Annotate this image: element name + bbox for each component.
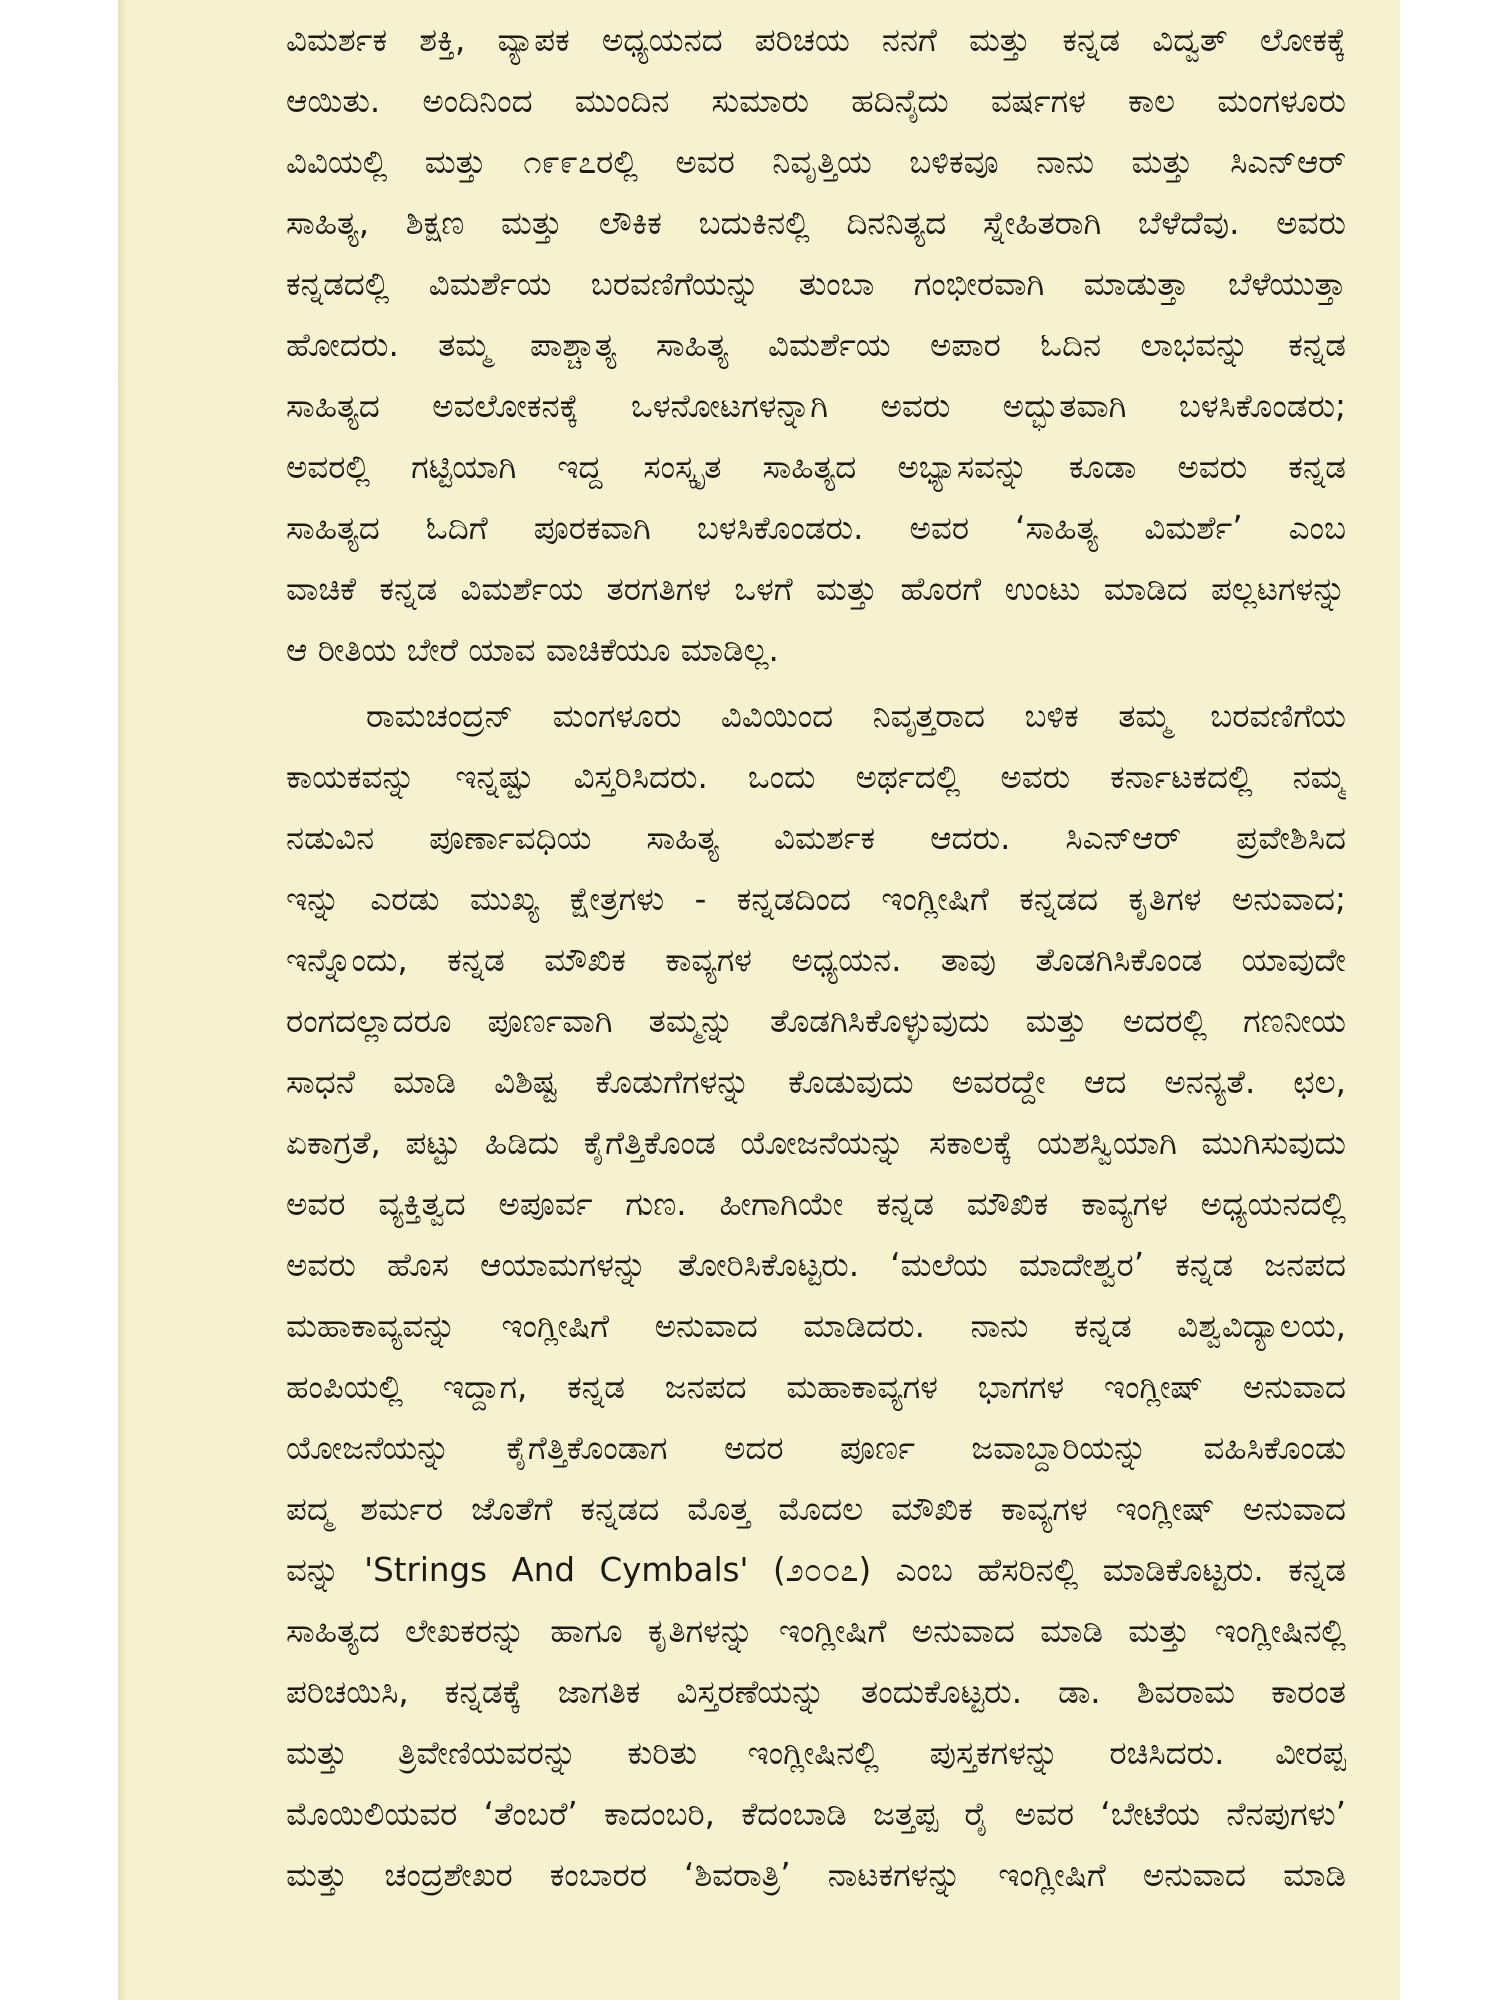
text-line: ಆಯಿತು. ಅಂದಿನಿಂದ ಮುಂದಿನ ಸುಮಾರು ಹದಿನೈದು ವರ್ಷಗಳ ಕಾಲ ಮಂಗಳೂರು [286, 82, 1346, 120]
text-line: ಸಾಹಿತ್ಯದ ಲೇಖಕರನ್ನು ಹಾಗೂ ಕೃತಿಗಳನ್ನು ಇಂಗ್ಲೀಷಿಗೆ ಅನುವಾದ ಮಾಡಿ ಮತ್ತು ಇಂಗ್ಲೀಷಿನಲ್ಲಿ [286, 1612, 1346, 1650]
text-line: ಮತ್ತು ಚಂದ್ರಶೇಖರ ಕಂಬಾರರ ‘ಶಿವರಾತ್ರಿ’ ನಾಟಕಗಳನ್ನು ಇಂಗ್ಲೀಷಿಗೆ ಅನುವಾದ ಮಾಡಿ [286, 1856, 1346, 1894]
text-line: ಸಾಧನೆ ಮಾಡಿ ವಿಶಿಷ್ಟ ಕೊಡುಗೆಗಳನ್ನು ಕೊಡುವುದು ಅವರದ್ದೇ ಆದ ಅನನ್ಯತೆ. ಛಲ, [286, 1063, 1346, 1101]
text-line: ಅವರಲ್ಲಿ ಗಟ್ಟಿಯಾಗಿ ಇದ್ದ ಸಂಸ್ಕೃತ ಸಾಹಿತ್ಯದ ಅಭ್ಯಾಸವನ್ನು ಕೂಡಾ ಅವರು ಕನ್ನಡ [286, 448, 1346, 486]
text-line: ಪರಿಚಯಿಸಿ, ಕನ್ನಡಕ್ಕೆ ಜಾಗತಿಕ ವಿಸ್ತರಣೆಯನ್ನು ತಂದುಕೊಟ್ಟರು. ಡಾ. ಶಿವರಾಮ ಕಾರಂತ [286, 1673, 1346, 1711]
text-line: ವಿಮರ್ಶಕ ಶಕ್ತಿ, ವ್ಯಾಪಕ ಅಧ್ಯಯನದ ಪರಿಚಯ ನನಗೆ ಮತ್ತು ಕನ್ನಡ ವಿದ್ವತ್ ಲೋಕಕ್ಕೆ [286, 21, 1346, 59]
text-line: ಮೊಯಿಲಿಯವರ ‘ತೆಂಬರೆ’ ಕಾದಂಬರಿ, ಕೆದಂಬಾಡಿ ಜತ್ತಪ್ಪ ರೈ ಅವರ ‘ಬೇಟೆಯ ನೆನಪುಗಳು’ [286, 1795, 1346, 1833]
text-line: ಇನ್ನೊಂದು, ಕನ್ನಡ ಮೌಖಿಕ ಕಾವ್ಯಗಳ ಅಧ್ಯಯನ. ತಾವು ತೊಡಗಿಸಿಕೊಂಡ ಯಾವುದೇ [286, 941, 1346, 979]
text-line: ಸಾಹಿತ್ಯ, ಶಿಕ್ಷಣ ಮತ್ತು ಲೌಕಿಕ ಬದುಕಿನಲ್ಲಿ ದಿನನಿತ್ಯದ ಸ್ನೇಹಿತರಾಗಿ ಬೆಳೆದೆವು. ಅವರು [286, 204, 1346, 242]
text-line: ಆ ರೀತಿಯ ಬೇರೆ ಯಾವ ವಾಚಿಕೆಯೂ ಮಾಡಿಲ್ಲ. [286, 631, 779, 669]
text-line: ರಾಮಚಂದ್ರನ್ ಮಂಗಳೂರು ವಿವಿಯಿಂದ ನಿವೃತ್ತರಾದ ಬಳಿಕ ತಮ್ಮ ಬರವಣಿಗೆಯ [366, 697, 1346, 735]
text-line: ಮಹಾಕಾವ್ಯವನ್ನು ಇಂಗ್ಲೀಷಿಗೆ ಅನುವಾದ ಮಾಡಿದರು. ನಾನು ಕನ್ನಡ ವಿಶ್ವವಿದ್ಯಾಲಯ, [286, 1307, 1346, 1345]
text-line: ಹೋದರು. ತಮ್ಮ ಪಾಶ್ಚಾತ್ಯ ಸಾಹಿತ್ಯ ವಿಮರ್ಶೆಯ ಅಪಾರ ಓದಿನ ಲಾಭವನ್ನು ಕನ್ನಡ [286, 326, 1346, 364]
text-line: ರಂಗದಲ್ಲಾದರೂ ಪೂರ್ಣವಾಗಿ ತಮ್ಮನ್ನು ತೊಡಗಿಸಿಕೊಳ್ಳುವುದು ಮತ್ತು ಅದರಲ್ಲಿ ಗಣನೀಯ [286, 1002, 1346, 1040]
text-line: ಯೋಜನೆಯನ್ನು ಕೈಗೆತ್ತಿಕೊಂಡಾಗ ಅದರ ಪೂರ್ಣ ಜವಾಬ್ದಾರಿಯನ್ನು ವಹಿಸಿಕೊಂಡು [286, 1429, 1346, 1467]
text-line: ಕನ್ನಡದಲ್ಲಿ ವಿಮರ್ಶೆಯ ಬರವಣಿಗೆಯನ್ನು ತುಂಬಾ ಗಂಭೀರವಾಗಿ ಮಾಡುತ್ತಾ ಬೆಳೆಯುತ್ತಾ [286, 265, 1346, 303]
text-line: ನಡುವಿನ ಪೂರ್ಣಾವಧಿಯ ಸಾಹಿತ್ಯ ವಿಮರ್ಶಕ ಆದರು. ಸಿಎನ್‌ಆರ್ ಪ್ರವೇಶಿಸಿದ [286, 819, 1346, 857]
text-line: ವನ್ನು 'Strings And Cymbals' (೨೦೦೭) ಎಂಬ ಹೆಸರಿನಲ್ಲಿ ಮಾಡಿಕೊಟ್ಟರು. ಕನ್ನಡ [286, 1551, 1346, 1589]
book-page [118, 0, 1400, 2000]
text-line: ಇನ್ನು ಎರಡು ಮುಖ್ಯ ಕ್ಷೇತ್ರಗಳು - ಕನ್ನಡದಿಂದ ಇಂಗ್ಲೀಷಿಗೆ ಕನ್ನಡದ ಕೃತಿಗಳ ಅನುವಾದ; [286, 880, 1346, 918]
text-line: ಹಂಪಿಯಲ್ಲಿ ಇದ್ದಾಗ, ಕನ್ನಡ ಜನಪದ ಮಹಾಕಾವ್ಯಗಳ ಭಾಗಗಳ ಇಂಗ್ಲೀಷ್ ಅನುವಾದ [286, 1368, 1346, 1406]
text-line: ವಿವಿಯಲ್ಲಿ ಮತ್ತು ೧೯೯೭ರಲ್ಲಿ ಅವರ ನಿವೃತ್ತಿಯ ಬಳಿಕವೂ ನಾನು ಮತ್ತು ಸಿಎನ್‌ಆರ್ [286, 143, 1346, 181]
text-line: ಮತ್ತು ತ್ರಿವೇಣಿಯವರನ್ನು ಕುರಿತು ಇಂಗ್ಲೀಷಿನಲ್ಲಿ ಪುಸ್ತಕಗಳನ್ನು ರಚಿಸಿದರು. ವೀರಪ್ಪ [286, 1734, 1346, 1772]
text-line: ಏಕಾಗ್ರತೆ, ಪಟ್ಟು ಹಿಡಿದು ಕೈಗೆತ್ತಿಕೊಂಡ ಯೋಜನೆಯನ್ನು ಸಕಾಲಕ್ಕೆ ಯಶಸ್ವಿಯಾಗಿ ಮುಗಿಸುವುದು [286, 1124, 1346, 1162]
text-line: ಸಾಹಿತ್ಯದ ಅವಲೋಕನಕ್ಕೆ ಒಳನೋಟಗಳನ್ನಾಗಿ ಅವರು ಅದ್ಭುತವಾಗಿ ಬಳಸಿಕೊಂಡರು; [286, 387, 1346, 425]
text-line: ಕಾಯಕವನ್ನು ಇನ್ನಷ್ಟು ವಿಸ್ತರಿಸಿದರು. ಒಂದು ಅರ್ಥದಲ್ಲಿ ಅವರು ಕರ್ನಾಟಕದಲ್ಲಿ ನಮ್ಮ [286, 758, 1346, 796]
text-line: ವಾಚಿಕೆ ಕನ್ನಡ ವಿಮರ್ಶೆಯ ತರಗತಿಗಳ ಒಳಗೆ ಮತ್ತು ಹೊರಗೆ ಉಂಟು ಮಾಡಿದ ಪಲ್ಲಟಗಳನ್ನು [286, 570, 1346, 608]
text-line: ಅವರ ವ್ಯಕ್ತಿತ್ವದ ಅಪೂರ್ವ ಗುಣ. ಹೀಗಾಗಿಯೇ ಕನ್ನಡ ಮೌಖಿಕ ಕಾವ್ಯಗಳ ಅಧ್ಯಯನದಲ್ಲಿ [286, 1185, 1346, 1223]
text-line: ಸಾಹಿತ್ಯದ ಓದಿಗೆ ಪೂರಕವಾಗಿ ಬಳಸಿಕೊಂಡರು. ಅವರ ‘ಸಾಹಿತ್ಯ ವಿಮರ್ಶೆ’ ಎಂಬ [286, 509, 1346, 547]
text-line: ಅವರು ಹೊಸ ಆಯಾಮಗಳನ್ನು ತೋರಿಸಿಕೊಟ್ಟರು. ‘ಮಲೆಯ ಮಾದೇಶ್ವರ’ ಕನ್ನಡ ಜನಪದ [286, 1246, 1346, 1284]
text-line: ಪದ್ಮ ಶರ್ಮರ ಜೊತೆಗೆ ಕನ್ನಡದ ಮೊತ್ತ ಮೊದಲ ಮೌಖಿಕ ಕಾವ್ಯಗಳ ಇಂಗ್ಲೀಷ್ ಅನುವಾದ [286, 1490, 1346, 1528]
